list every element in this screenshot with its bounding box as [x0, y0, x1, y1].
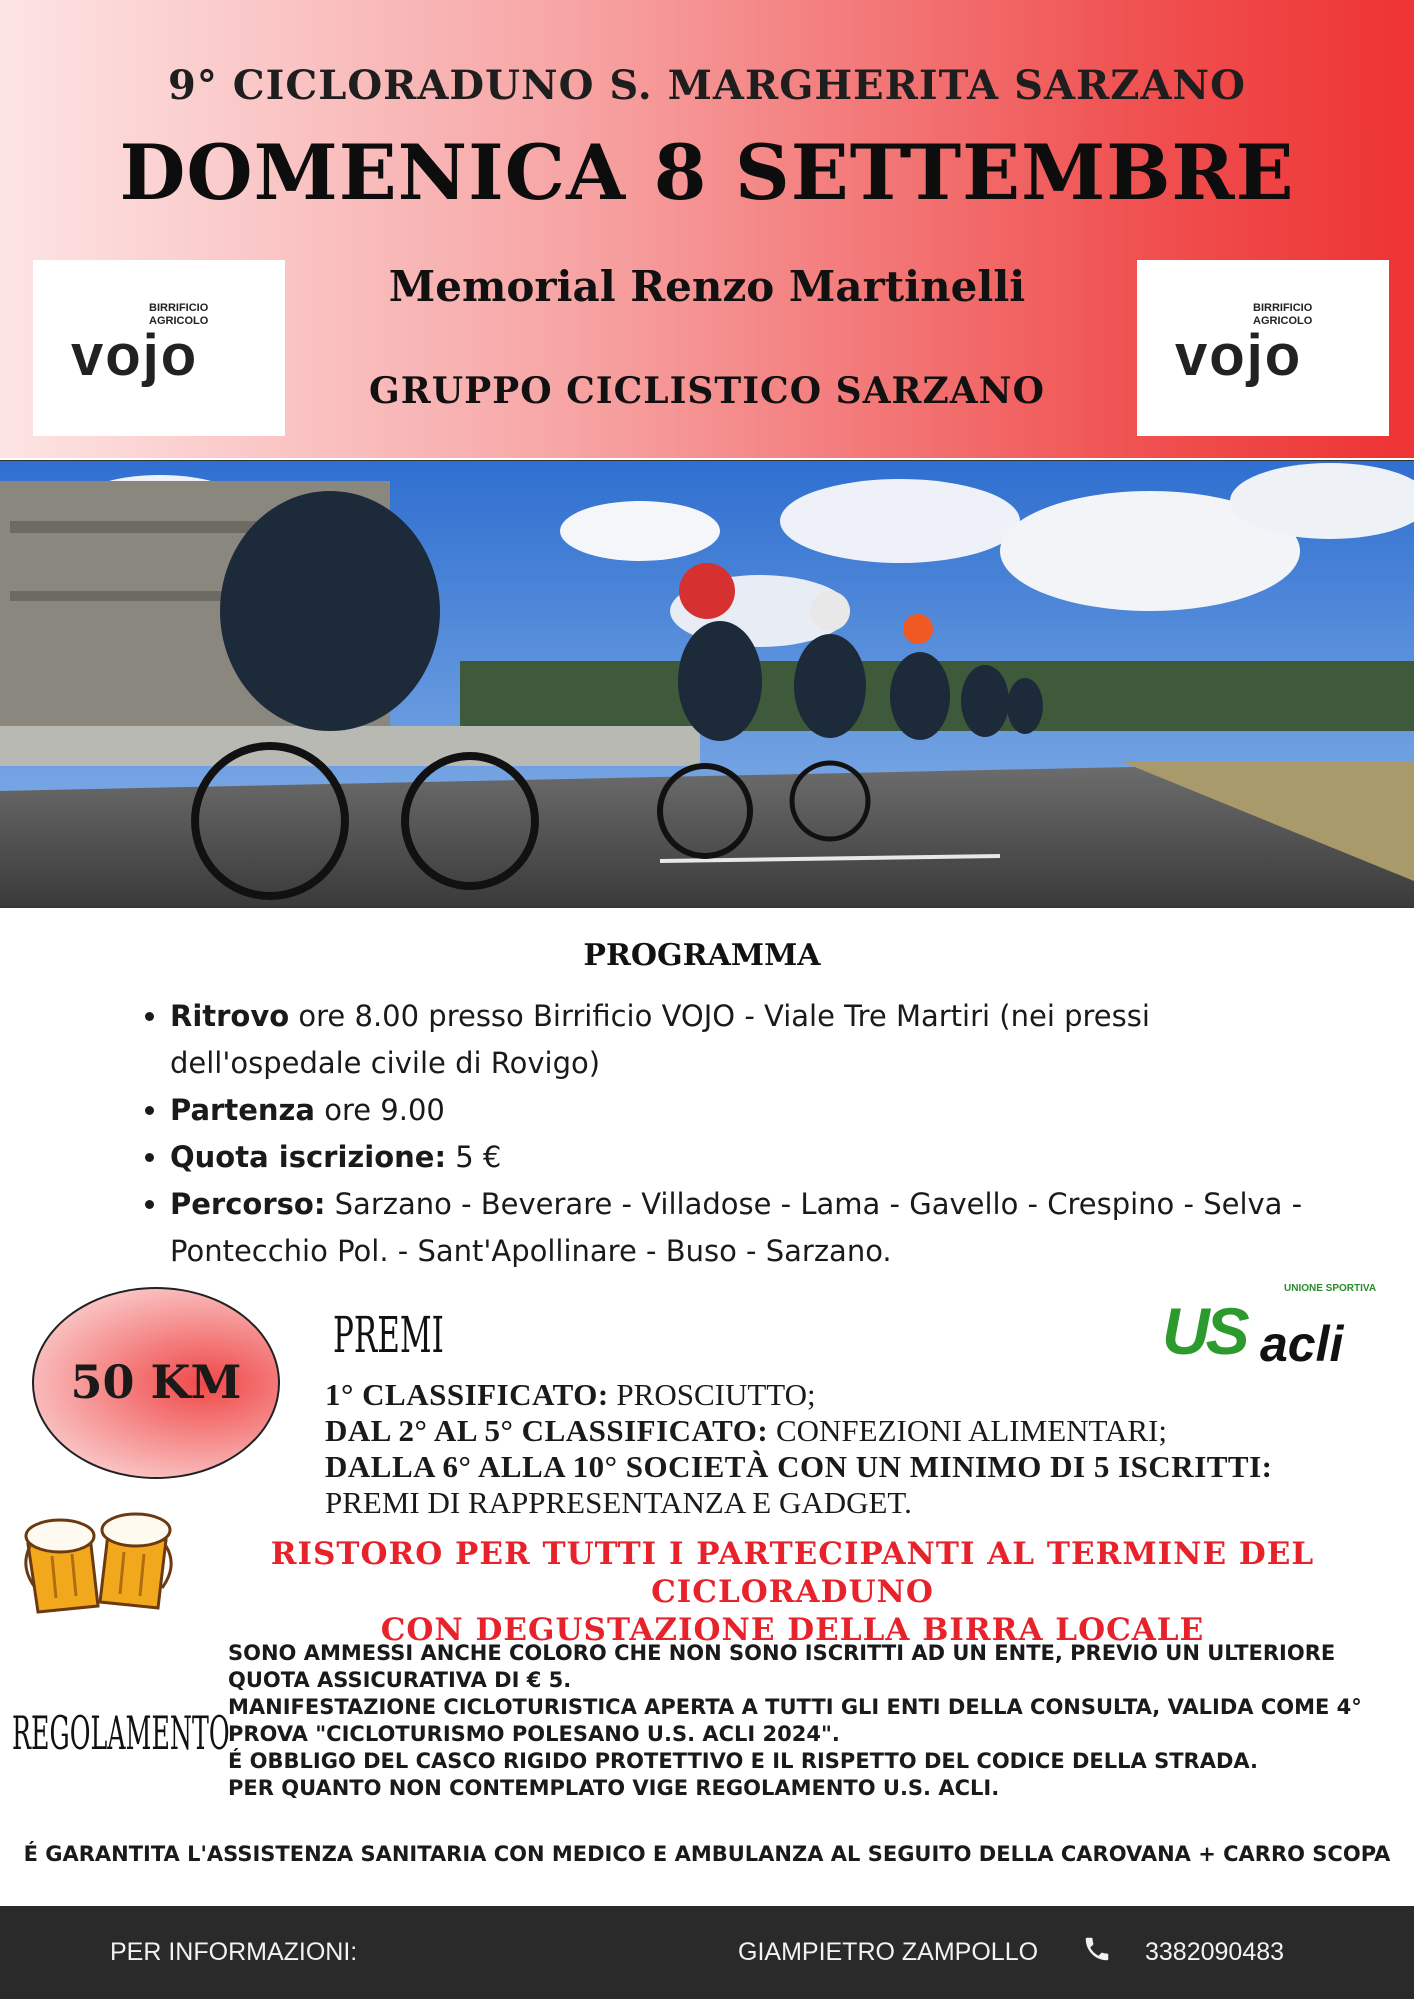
phone-icon	[1082, 1934, 1112, 1964]
programma-list	[130, 993, 1320, 1275]
event-date: DOMENICA 8 SETTEMBRE	[119, 128, 1295, 217]
prize-line: 1° CLASSIFICATO: PROSCIUTTO;	[325, 1377, 816, 1412]
regolamento-text: SONO AMMESSI ANCHE COLORO CHE NON SONO ISCRITTI AD UN ENTE, PREVIO UN ULTERIORE QUOTA ASSICURATIVA DI € 5. MANIFESTAZIONE CICLOTURISTICA APERTA A TUTTI GLI ENTI DELLA CONSULTA, VALIDA COME 4° PROVA "CICLOTURISMO POLESANO U.S. ACLI 2024". É OBBLIGO DEL CASCO RIGIDO PROTETTIVO E IL RISPETTO DEL CODICE DELLA STRADA. PER QUANTO NON CONTEMPLATO VIGE REGOLAMENTO U.S. ACLI.	[228, 1641, 1362, 1800]
programma-title: PROGRAMMA	[583, 938, 821, 973]
ristoro-announcement: RISTORO PER TUTTI I PARTECIPANTI AL TERMINE DEL CICLORADUNO CON DEGUSTAZIONE DELLA BIRRA LOCALE	[270, 1536, 1315, 1648]
logo-subtitle: BIRRIFICIO AGRICOLO	[1253, 302, 1313, 327]
event-edition-title: 9° CICLORADUNO S. MARGHERITA SARZANO	[168, 62, 1246, 109]
distance-value: 50 KM	[70, 1355, 242, 1409]
prize-line: DAL 2° AL 5° CLASSIFICATO: CONFEZIONI ALIMENTARI;	[325, 1413, 1167, 1448]
premi-title: PREMI	[333, 1306, 444, 1364]
info-label: PER INFORMAZIONI:	[110, 1938, 358, 1966]
vojo-logo-left	[33, 260, 285, 436]
us-acli-logo: UNIONE SPORTIVA US acli	[1162, 1283, 1377, 1372]
premi-list	[325, 1377, 1385, 1521]
list-item: • Quota iscrizione: 5 €	[170, 1134, 1320, 1181]
regolamento-title: REGOLAMENTO	[12, 1706, 230, 1760]
beer-mugs-icon	[20, 1506, 176, 1616]
prize-line: PREMI DI RAPPRESENTANZA E GADGET.	[325, 1485, 912, 1520]
cyclists-photo	[0, 460, 1414, 908]
distance-badge	[32, 1287, 280, 1479]
footer-bar	[0, 1906, 1414, 1999]
contact-name: GIAMPIETRO ZAMPOLLO	[738, 1938, 1039, 1966]
memorial-title: Memorial Renzo Martinelli	[388, 262, 1026, 311]
logo-name: vojo	[1175, 323, 1303, 388]
list-item: • Ritrovo ore 8.00 presso Birrificio VOJO - Viale Tre Martiri (nei pressi dell'ospedale civile di Rovigo)	[170, 993, 1320, 1087]
list-item: • Partenza ore 9.00	[170, 1087, 1320, 1134]
prize-line: DALLA 6° ALLA 10° SOCIETÀ CON UN MINIMO DI 5 ISCRITTI:	[325, 1449, 1273, 1484]
organizer-group: GRUPPO CICLISTICO SARZANO	[369, 370, 1045, 412]
vojo-logo-right	[1137, 260, 1389, 436]
header-banner	[0, 0, 1414, 458]
logo-name: vojo	[71, 323, 199, 388]
phone-number[interactable]: 3382090483	[1145, 1938, 1285, 1966]
logo-subtitle: BIRRIFICIO AGRICOLO	[149, 302, 209, 327]
list-item: • Percorso: Sarzano - Beverare - Villadose - Lama - Gavello - Crespino - Selva - Pontecchio Pol. - Sant'Apollinare - Buso - Sarzano.	[170, 1181, 1320, 1275]
medical-assistance-note: É GARANTITA L'ASSISTENZA SANITARIA CON MEDICO E AMBULANZA AL SEGUITO DELLA CAROVANA + CARRO SCOPA	[23, 1842, 1391, 1866]
